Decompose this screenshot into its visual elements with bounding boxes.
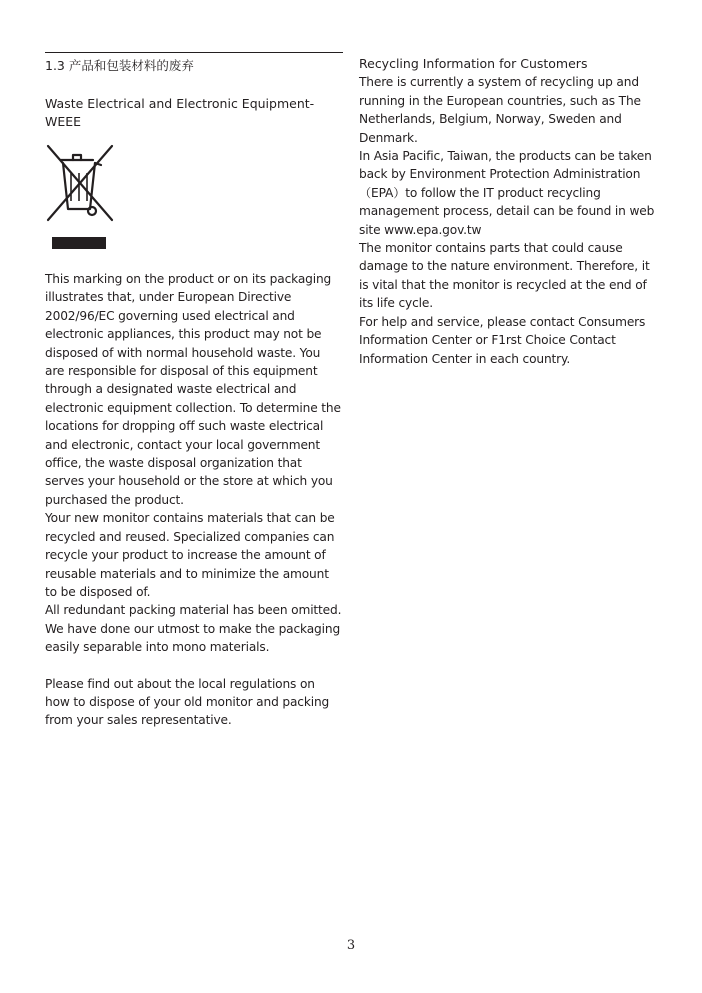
paragraph: The monitor contains parts that could cause damage to the nature environment. Therefore, it is vital that the monitor is recycled at the end of its life cycle. [359, 241, 650, 311]
paragraph: This marking on the product or on its packaging illustrates that, under European Directive 2002/96/EC governing used electrical and electronic appliances, this product may not be disposed of with normal household waste. You are responsible for disposal of this equipment through a designated waste electrical and electronic equipment collection. To determine the locations for dropping off such waste electrical and electronic, contact your local government office, the waste disposal organization that serves your household or the store at which you purchased the product. [45, 272, 341, 507]
paragraph: Please find out about the local regulations on how to dispose of your old monitor and packing from your sales representative. [45, 676, 330, 728]
section-heading: 1.3 产品和包装材料的废弃 [45, 58, 194, 73]
section-rule [45, 52, 343, 53]
disposal-text-block [45, 270, 343, 730]
paragraph: Your new monitor contains materials that can be recycled and reused. Specialized companies can recycle your product to increase the amount of reusable materials and to minimize the amount to be disposed of. [45, 511, 335, 599]
left-column [45, 52, 343, 730]
black-bar [52, 237, 106, 249]
right-column [359, 55, 659, 368]
paragraph: For help and service, please contact Consumers Information Center or F1rst Choice Contact Information Center in each country. [359, 314, 646, 366]
page-number: 3 [346, 938, 356, 953]
crossed-out-wheelie-bin-icon [45, 143, 115, 227]
weee-symbol [45, 143, 115, 249]
paragraph: There is currently a system of recycling up and running in the European countries, such as The Netherlands, Belgium, Norway, Sweden and Denmark. [359, 75, 641, 145]
recycling-heading: Recycling Information for Customers [359, 56, 588, 71]
paragraph: All redundant packing material has been omitted. We have done our utmost to make the packaging easily separable into mono materials. [45, 603, 342, 655]
weee-title: Waste Electrical and Electronic Equipment-WEEE [45, 96, 315, 129]
paragraph: In Asia Pacific, Taiwan, the products can be taken back by Environment Protection Administration （EPA）to follow the IT product recycling management process, detail can be found in web site www.epa.gov.tw [359, 149, 655, 237]
